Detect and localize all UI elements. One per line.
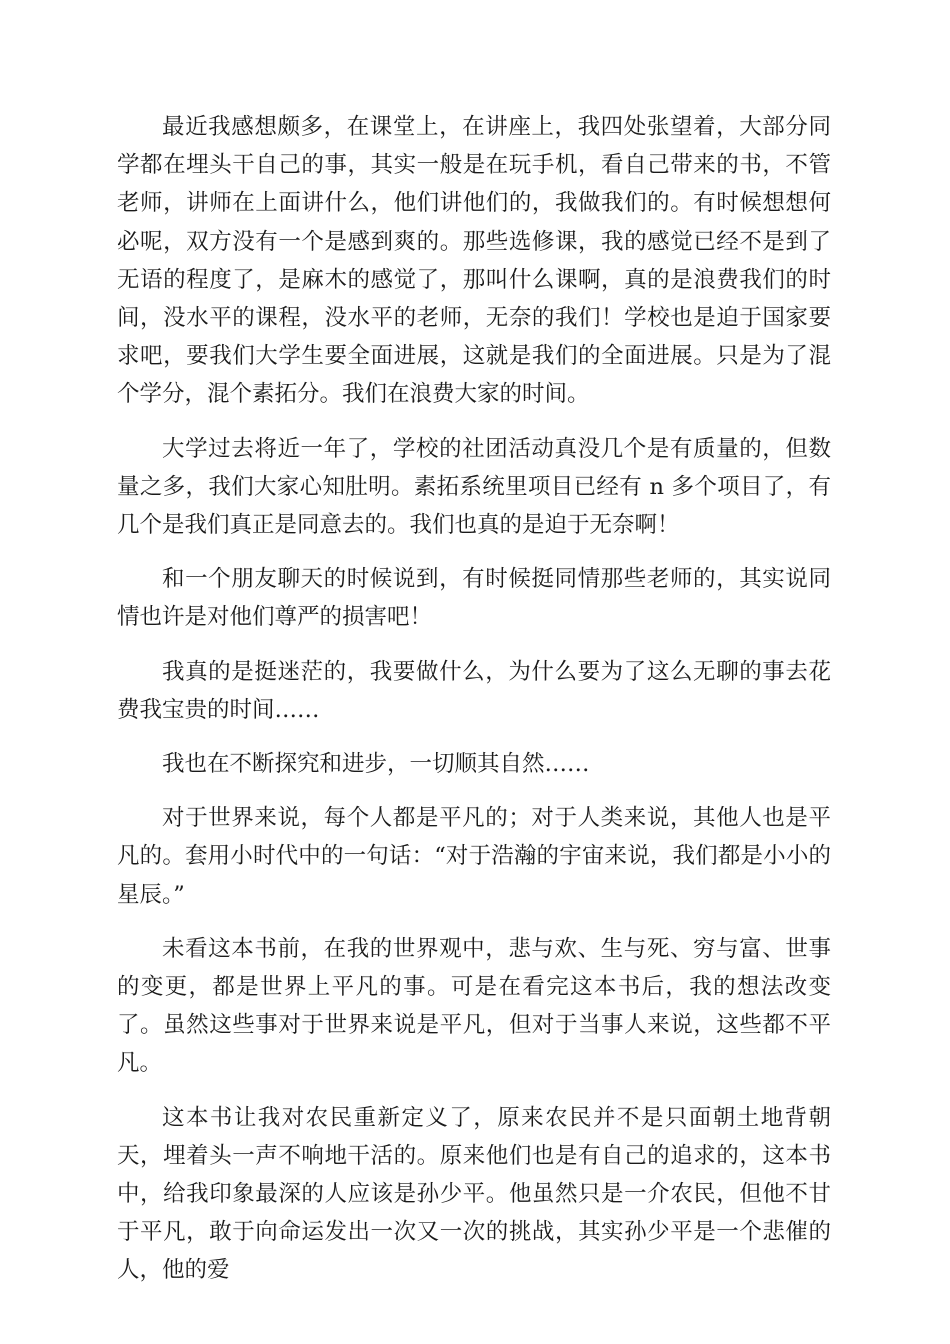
paragraph-3: 和一个朋友聊天的时候说到，有时候挺同情那些老师的，其实说同情也许是对他们尊严的损害吧！ <box>117 566 831 631</box>
document-body <box>117 108 831 1306</box>
paragraph-1: 最近我感想颇多，在课堂上，在讲座上，我四处张望着，大部分同学都在埋头干自己的事，其实一般是在玩手机，看自己带来的书，不管老师，讲师在上面讲什么，他们讲他们的，我做我们的。有时候想想何必呢，双方没有一个是感到爽的。那些选修课，我的感觉已经不是到了无语的程度了，是麻木的感觉了，那叫什么课啊，真的是浪费我们的时间，没水平的课程，没水平的老师，无奈的我们！学校也是迫于国家要求吧，要我们大学生要全面进展，这就是我们的全面进展。只是为了混个学分，混个素拓分。我们在浪费大家的时间。 <box>117 114 831 408</box>
paragraph-7: 未看这本书前，在我的世界观中，悲与欢、生与死、穷与富、世事的变更，都是世界上平凡的事。可是在看完这本书后，我的想法改变了。虽然这些事对于世界来说是平凡，但对于当事人来说，这些都不平凡。 <box>117 935 831 1077</box>
paragraph-8: 这本书让我对农民重新定义了，原来农民并不是只面朝土地背朝天，埋着头一声不响地干活的。原来他们也是有自己的追求的，这本书中，给我印象最深的人应该是孙少平。他虽然只是一介农民，但他不甘于平凡，敢于向命运发出一次又一次的挑战，其实孙少平是一个悲催的人，他的爱 <box>117 1104 831 1284</box>
paragraph-5: 我也在不断探究和进步，一切顺其自然…… <box>162 751 590 778</box>
paragraph-4: 我真的是挺迷茫的，我要做什么，为什么要为了这么无聊的事去花费我宝贵的时间…… <box>117 658 831 723</box>
paragraph-2: 大学过去将近一年了，学校的社团活动真没几个是有质量的，但数量之多，我们大家心知肚明。素拓系统里项目已经有 n 多个项目了，有几个是我们真正是同意去的。我们也真的是迫于无奈啊！ <box>117 435 831 539</box>
paragraph-6: 对于世界来说，每个人都是平凡的；对于人类来说，其他人也是平凡的。套用小时代中的一句话：“对于浩瀚的宇宙来说，我们都是小小的星辰。” <box>117 805 831 908</box>
